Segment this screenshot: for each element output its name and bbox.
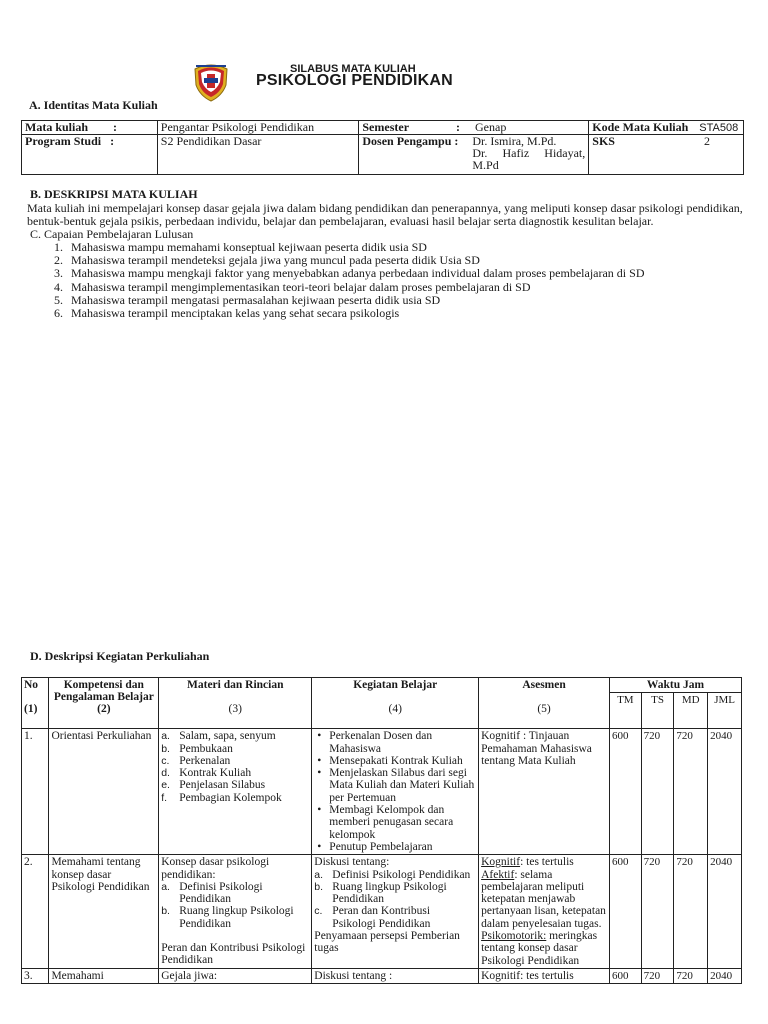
list-item: • Mensepakati Kontrak Kuliah [314, 755, 476, 767]
list-item: • Membagi Kelompok dan memberi penugasan secara kelompok [314, 804, 476, 841]
lecturer-2-part: Hidayat, [544, 146, 586, 160]
row-asesmen: Kognitif : Tinjauan Pemahaman Mahasiswa tentang Mata Kuliah [479, 729, 610, 855]
table-row [22, 729, 742, 855]
list-text: Ruang lingkup Psikologi Pendidikan [179, 905, 294, 930]
header-label: Kompetensi dan Pengalaman Belajar [53, 679, 154, 704]
header-materi [159, 678, 312, 729]
list-item [161, 881, 309, 906]
course-code-cell [589, 121, 744, 135]
kegiatan-list [314, 730, 476, 853]
credits-label: SKS [592, 134, 615, 148]
materi-list [161, 881, 309, 930]
list-letter: b. [161, 905, 170, 918]
header-jml: JML [708, 693, 742, 729]
list-number: 5. [54, 292, 63, 307]
semester-label: Semester [362, 120, 410, 134]
row-kegiatan [312, 729, 479, 855]
university-logo-icon [190, 60, 232, 102]
learning-outcomes-list [54, 241, 644, 320]
row-ts: 720 [641, 855, 674, 969]
row-tm: 600 [610, 729, 642, 855]
header-md: MD [674, 693, 708, 729]
list-letter: b. [161, 742, 170, 755]
list-text: Mahasiswa mampu memahami konseptual kejiwaan peserta didik usia SD [71, 240, 427, 254]
list-text: Mahasiswa mampu mengkaji faktor yang menyebabkan adanya perbedaan individual dalam proses pembelajaran di SD [71, 266, 645, 281]
colon: : [113, 120, 118, 134]
list-item [314, 869, 476, 881]
list-letter: c. [314, 905, 323, 918]
list-number: 4. [54, 279, 63, 294]
header-waktu: Waktu Jam [610, 678, 742, 693]
header-number: (5) [537, 703, 551, 716]
row-number: 2. [22, 855, 49, 969]
asesmen-label: Kognitif [481, 856, 521, 869]
section-c-heading: C. Capaian Pembelajaran Lulusan [30, 227, 194, 241]
course-name-cell [22, 121, 158, 135]
header-number: (3) [228, 703, 242, 716]
table-row [22, 855, 742, 969]
list-number: 2. [54, 253, 63, 268]
row-jml: 2040 [708, 855, 742, 969]
list-letter: a. [314, 868, 324, 881]
row-tm: 600 [610, 968, 642, 983]
list-item [314, 881, 476, 906]
row-materi [159, 729, 312, 855]
row-kegiatan [312, 855, 479, 969]
header-label: No [24, 679, 39, 691]
list-number: 3. [54, 266, 63, 281]
list-text: Pembukaan [179, 742, 233, 755]
asesmen-kognitif [481, 856, 607, 868]
page-title: PSIKOLOGI PENDIDIKAN [256, 72, 453, 89]
header-asesmen [479, 678, 610, 729]
lecturer-1: Dr. Ismira, M.Pd. [472, 134, 557, 148]
list-text: Mahasiswa terampil mengatasi permasalahan kejiwaan peserta didik usia SD [71, 292, 441, 307]
syllabus-subtitle: SILABUS MATA KULIAH [290, 63, 416, 75]
list-item [54, 307, 644, 320]
section-b-heading: B. DESKRIPSI MATA KULIAH [30, 187, 198, 201]
row-materi: Gejala jiwa: [159, 968, 312, 983]
credits-value: 2 [703, 134, 710, 148]
list-text: Penjelasan Silabus [179, 779, 266, 792]
list-text: Definisi Psikologi Pendidikan [179, 880, 263, 906]
lecturer-cell [359, 135, 589, 175]
row-kompetensi: Orientasi Perkuliahan [49, 729, 159, 855]
list-letter: a. [161, 880, 170, 893]
list-text: Mahasiswa terampil mendeteksi gejala jiwa yang muncul pada peserta didik Usia SD [71, 253, 480, 268]
header-kompetensi [49, 678, 159, 729]
row-md: 720 [674, 729, 708, 855]
list-letter: a. [161, 730, 170, 743]
list-text: Ruang lingkup Psikologi Pendidikan [332, 880, 447, 906]
lecturer-2-part: Hafiz [502, 146, 530, 160]
asesmen-label: Psikomotorik: [481, 930, 547, 943]
row-ts: 720 [641, 729, 674, 855]
row-materi [159, 855, 312, 969]
list-text: Kontrak Kuliah [179, 767, 252, 780]
header-kegiatan [312, 678, 479, 729]
row-jml: 2040 [708, 968, 742, 983]
lecturer-2-degree: M.Pd [472, 158, 499, 172]
header-tm: TM [610, 693, 642, 729]
kegiatan-outro: Penyamaan persepsi Pemberian tugas [314, 930, 460, 955]
header-label: Kegiatan Belajar [353, 679, 438, 691]
row-jml: 2040 [708, 729, 742, 855]
list-letter: f. [161, 791, 168, 804]
kegiatan-list [314, 869, 476, 930]
course-code-value: STA508 [699, 122, 739, 134]
study-program-cell [22, 135, 158, 175]
course-description: Mata kuliah ini mempelajari konsep dasar gejala jiwa dalam bidang pendidikan dan penerapannya, yang meliputi konsep dasar psikologi pendidikan, bentuk-bentuk gejala psikis, perbedaan individu, belajar dan pembelajaran, evaluasi hasil belajar serta diagnostik kesulitan belajar. [27, 201, 743, 228]
kegiatan-intro: Diskusi tentang: [314, 856, 390, 869]
list-item [161, 779, 309, 791]
identity-table [21, 120, 744, 175]
list-letter: b. [314, 880, 324, 893]
asesmen-psikomotorik [481, 930, 607, 967]
semester-value: Genap [475, 120, 507, 134]
list-text: Pembagian Kolempok [179, 791, 282, 804]
credits-cell [589, 135, 744, 175]
list-item [161, 767, 309, 779]
asesmen-afektif [481, 869, 607, 930]
header-number: (4) [388, 703, 402, 716]
materi-list [161, 730, 309, 804]
list-text: Salam, sapa, senyum [179, 730, 276, 743]
lecturer-2-part: Dr. [472, 146, 488, 160]
list-item: • Menjelaskan Silabus dari segi Mata Kuliah dan Materi Kuliah per Pertemuan [314, 767, 476, 804]
row-ts: 720 [641, 968, 674, 983]
row-number: 3. [22, 968, 49, 983]
list-text: Perkenalan [179, 754, 231, 767]
list-text: Mahasiswa terampil menciptakan kelas yang sehat secara psikologis [71, 306, 400, 321]
list-text: Peran dan Kontribusi Psikologi Pendidikan [332, 905, 431, 930]
list-item [314, 905, 476, 930]
row-number: 1. [22, 729, 49, 855]
header-label: Asesmen [522, 679, 566, 691]
row-md: 720 [674, 968, 708, 983]
list-item [161, 905, 309, 930]
row-kompetensi: Memahami tentang konsep dasar Psikologi Pendidikan [49, 855, 159, 969]
list-item [161, 743, 309, 755]
section-d-heading: D. Deskripsi Kegiatan Perkuliahan [30, 649, 210, 663]
table-row [22, 968, 742, 983]
list-text: Mahasiswa terampil mengimplementasikan teori-teori belajar dalam proses pembelajaran di SD [71, 279, 531, 294]
row-asesmen: Kognitif: tes tertulis [479, 968, 610, 983]
activity-table [21, 677, 742, 984]
list-letter: d. [161, 767, 170, 780]
table-header-row [22, 678, 742, 693]
list-item: • Perkenalan Dosen dan Mahasiswa [314, 730, 476, 755]
asesmen-text: : selama pembelajaran meliputi ketepatan menjawab pertanyaan lisan, ketepatan dalam penyelesaian tugas. [481, 868, 606, 930]
study-program-label: Program Studi [25, 134, 102, 148]
list-number: 1. [54, 240, 63, 254]
lecturer-label: Dosen Pengampu [362, 134, 452, 148]
header-ts: TS [641, 693, 674, 729]
header-no [22, 678, 49, 729]
list-item [161, 730, 309, 742]
semester-cell [359, 121, 589, 135]
course-code-label: Kode Mata Kuliah [592, 120, 689, 134]
list-text: Definisi Psikologi Pendidikan [332, 868, 471, 881]
asesmen-text: meringkas tentang konsep dasar Psikologi Pendidikan [481, 930, 598, 967]
materi-intro: Konsep dasar psikologi pendidikan: [161, 856, 270, 881]
asesmen-text: : tes tertulis [520, 856, 574, 869]
list-item [161, 792, 309, 804]
row-kompetensi: Memahami [49, 968, 159, 983]
row-md: 720 [674, 855, 708, 969]
materi-outro: Peran dan Kontribusi Psikologi Pendidikan [161, 942, 306, 967]
row-asesmen [479, 855, 610, 969]
document-header [190, 60, 610, 102]
asesmen-label: Afektif [481, 868, 515, 881]
header-number: (1) [24, 703, 38, 716]
header-label: Materi dan Rincian [187, 679, 284, 691]
course-name-value: Pengantar Psikologi Pendidikan [157, 121, 359, 135]
course-name-label: Mata kuliah [25, 120, 89, 134]
study-program-value: S2 Pendidikan Dasar [157, 135, 359, 175]
colon: : [110, 134, 115, 148]
list-number: 6. [54, 306, 63, 321]
header-number: (2) [97, 702, 111, 715]
row-kegiatan: Diskusi tentang : [312, 968, 479, 983]
list-letter: c. [161, 754, 170, 767]
list-item: • Penutup Pembelajaran [314, 841, 476, 853]
section-a-heading: A. Identitas Mata Kuliah [29, 98, 158, 112]
colon: : [454, 134, 459, 148]
list-item [161, 755, 309, 767]
row-tm: 600 [610, 855, 642, 969]
colon: : [456, 120, 461, 134]
list-letter: e. [161, 779, 170, 792]
